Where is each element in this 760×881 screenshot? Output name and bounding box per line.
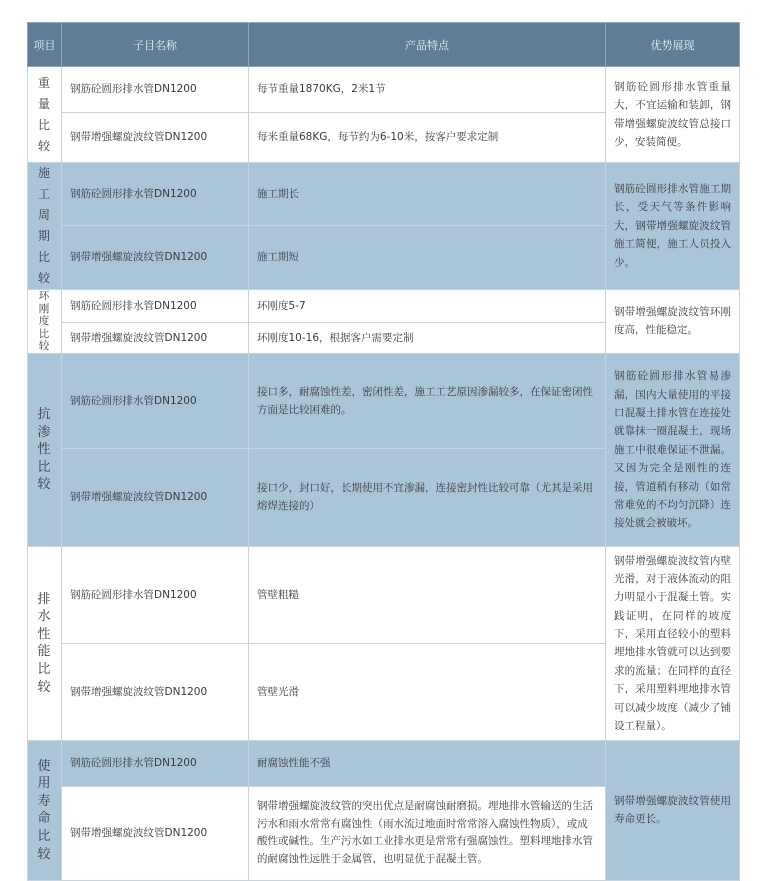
table-header-row: [28, 23, 740, 67]
item-name: 钢筋砼圆形排水管DN1200: [62, 67, 249, 113]
category-service-life: 使用寿命比较: [28, 740, 62, 880]
header-advantages: 优势展现: [606, 23, 740, 67]
item-name: 钢带增强螺旋波纹管DN1200: [62, 643, 249, 740]
item-name: 钢筋砼圆形排水管DN1200: [62, 163, 249, 226]
item-feature: 施工期长: [249, 163, 606, 226]
item-feature: 钢带增强螺旋波纹管的突出优点是耐腐蚀耐磨损。埋地排水管输送的生活污水和雨水常常有腐蚀性（雨水流过地面时常常溶入腐蚀性物质），或成酸性或碱性。生产污水如工业排水更是常常有强腐蚀性。塑料埋地排水管的耐腐蚀性远胜于金属管，也明显优于混凝土管。: [249, 786, 606, 880]
item-feature: 管壁光滑: [249, 643, 606, 740]
item-feature: 管壁粗糙: [249, 546, 606, 643]
item-name: 钢筋砼圆形排水管DN1200: [62, 353, 249, 448]
advantage-text: 钢筋砼圆形排水管易渗漏，国内大量使用的平接口混凝土排水管在连接处就靠抹一圈混凝土，现场施工中很难保证不泄漏。又因为完全是刚性的连接，管道稍有移动（如常常难免的不均匀沉降）连接处就会被破坏。: [606, 353, 740, 546]
item-feature: 接口少，封口好，长期使用不宜渗漏，连接密封性比较可靠（尤其是采用熔焊连接的）: [249, 448, 606, 546]
header-product-features: 产品特点: [249, 23, 606, 67]
advantage-text: 钢带增强螺旋波纹管内壁光滑，对于液体流动的阻力明显小于混凝土管。实践证明，在同样的坡度下，采用直径较小的塑料埋地排水管就可以达到要求的流量；在同样的直径下，采用塑料埋地排水管可以减少坡度（减少了铺设工程量）。: [606, 546, 740, 740]
category-construction-period: 施工周期比较: [28, 163, 62, 290]
advantage-text: 钢筋砼圆形排水管重量大，不宜运输和装卸，钢带增强螺旋波纹管总接口少，安装简便。: [606, 67, 740, 163]
item-feature: 耐腐蚀性能不强: [249, 740, 606, 786]
table-row: [28, 546, 740, 643]
category-weight: 重量比较: [28, 67, 62, 163]
header-item-name: 子目名称: [62, 23, 249, 67]
table-row: [28, 163, 740, 226]
item-name: 钢筋砼圆形排水管DN1200: [62, 290, 249, 323]
header-project: 项目: [28, 23, 62, 67]
item-feature: 环刚度5-7: [249, 290, 606, 323]
item-name: 钢带增强螺旋波纹管DN1200: [62, 225, 249, 289]
item-feature: 接口多，耐腐蚀性差，密闭性差，施工工艺原因渗漏较多，在保证密闭性方面是比较困难的。: [249, 353, 606, 448]
item-name: 钢带增强螺旋波纹管DN1200: [62, 113, 249, 163]
category-impermeability: 抗渗性比较: [28, 353, 62, 546]
item-feature: 每米重量68KG，每节约为6-10米，按客户要求定制: [249, 113, 606, 163]
item-feature: 施工期短: [249, 225, 606, 289]
item-feature: 环刚度10-16，根据客户需要定制: [249, 322, 606, 353]
advantage-text: 钢带增强螺旋波纹管使用寿命更长。: [606, 740, 740, 880]
item-name: 钢筋砼圆形排水管DN1200: [62, 740, 249, 786]
category-drainage-performance: 排水性能比较: [28, 546, 62, 740]
advantage-text: 钢带增强螺旋波纹管环刚度高，性能稳定。: [606, 290, 740, 354]
table-row: [28, 67, 740, 113]
item-name: 钢带增强螺旋波纹管DN1200: [62, 448, 249, 546]
item-name: 钢带增强螺旋波纹管DN1200: [62, 322, 249, 353]
category-ring-stiffness: 环刚度比较: [28, 290, 62, 354]
table-row: [28, 290, 740, 323]
comparison-table: [27, 22, 740, 881]
item-name: 钢筋砼圆形排水管DN1200: [62, 546, 249, 643]
table-row: [28, 740, 740, 786]
table-row: [28, 353, 740, 448]
advantage-text: 钢筋砼圆形排水管施工期长，受天气等条件影响大，钢带增强螺旋波纹管施工简便，施工人员投入少。: [606, 163, 740, 290]
item-name: 钢带增强螺旋波纹管DN1200: [62, 786, 249, 880]
item-feature: 每节重量1870KG，2米1节: [249, 67, 606, 113]
